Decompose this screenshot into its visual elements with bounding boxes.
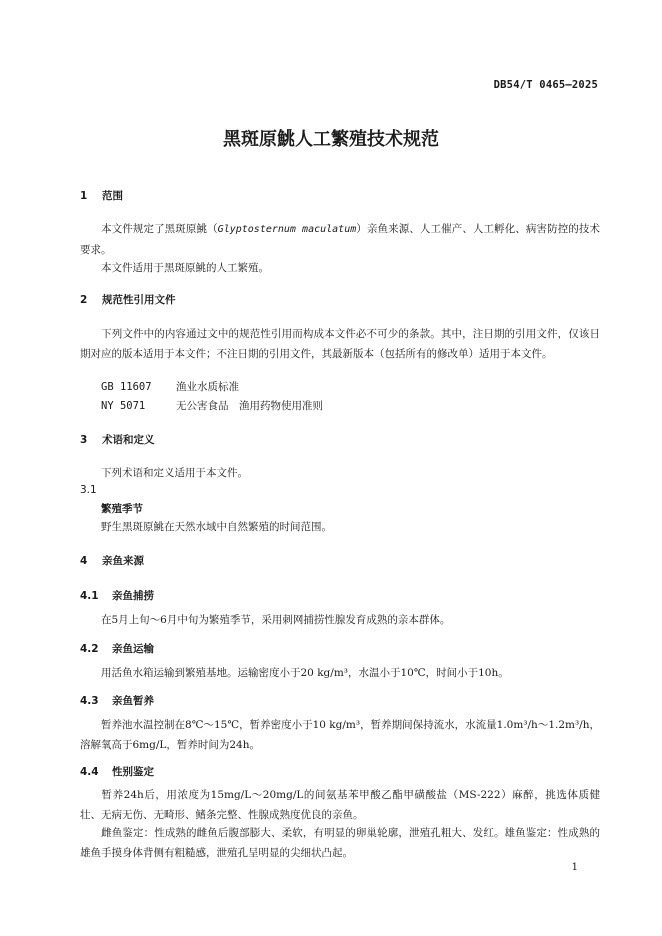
section-number: 4 [80, 555, 88, 567]
broodstock-transport-paragraph: 用活鱼水箱运输到繁殖基地。运输密度小于20 kg/m³，水温小于10℃，时间小于10h。 [101, 667, 509, 679]
term-number: 3.1 [80, 484, 97, 496]
reference-item [101, 398, 323, 413]
section-number: 3 [80, 434, 88, 446]
sex-criteria-paragraph: 雌鱼鉴定：性成熟的雌鱼后腹部膨大、柔软，有明显的卵巢轮廓，泄殖孔粗大、发红。雄鱼鉴定：性成熟的雄鱼手摸身体背侧有粗糙感，泄殖孔呈明显的尖细状凸起。 [80, 827, 600, 859]
page-number: 1 [571, 862, 578, 873]
broodstock-holding-paragraph: 暂养池水温控制在8℃～15℃，暂养密度小于10 kg/m³，暂养期间保持流水，水流量1.0m³/h～1.2m³/h，溶解氧高于6mg/L，暂养时间为24h。 [80, 719, 600, 751]
section-number: 2 [80, 294, 88, 306]
section-heading-2 [80, 292, 176, 307]
section-heading-1 [80, 188, 123, 203]
reference-name: 无公害食品 渔用药物使用准则 [176, 400, 323, 412]
standard-code: DB54/T 0465—2025 [493, 79, 598, 91]
sex-identification-paragraph: 暂养24h后，用浓度为15mg/L～20mg/L的间氨基苯甲酸乙酯甲磺酸盐（MS-222）麻醉，挑选体质健壮、无病无伤、无畸形、鳍条完整、性腺成熟度优良的亲鱼。 [80, 789, 600, 821]
subsection-number: 4.3 [80, 695, 99, 707]
scope-applicability-paragraph: 本文件适用于黑斑原鮡的人工繁殖。 [101, 262, 269, 274]
section-title: 术语和定义 [102, 434, 155, 446]
section-heading-4 [80, 553, 144, 568]
subsection-number: 4.4 [80, 766, 99, 778]
reference-code: NY 5071 [101, 400, 146, 412]
subsection-title: 亲鱼运输 [112, 643, 154, 655]
section-heading-3 [80, 432, 155, 447]
broodstock-capture-paragraph: 在5月上旬～6月中旬为繁殖季节，采用刺网捕捞性腺发育成熟的亲本群体。 [101, 614, 451, 626]
subsection-heading-4-4 [80, 764, 154, 779]
subsection-heading-4-3 [80, 693, 154, 708]
term-name: 繁殖季节 [101, 503, 143, 515]
subsection-heading-4-1 [80, 588, 154, 603]
subsection-title: 性别鉴定 [112, 766, 154, 778]
section-title: 规范性引用文件 [102, 294, 176, 306]
species-name: Glyptosternum maculatum [217, 224, 357, 235]
section-title: 亲鱼来源 [102, 555, 144, 567]
subsection-heading-4-2 [80, 641, 154, 656]
subsection-title: 亲鱼暂养 [112, 695, 154, 707]
term-definition: 野生黑斑原鮡在天然水域中自然繁殖的时间范围。 [101, 521, 332, 533]
reference-item [101, 379, 239, 394]
scope-paragraph: 本文件规定了黑斑原鮡（Glyptosternum maculatum）亲鱼来源、人工催产、人工孵化、病害防控的技术要求。 [80, 223, 600, 256]
terms-intro-paragraph: 下列术语和定义适用于本文件。 [101, 467, 248, 479]
subsection-number: 4.2 [80, 643, 99, 655]
reference-name: 渔业水质标准 [176, 381, 239, 393]
section-number: 1 [80, 190, 88, 202]
subsection-number: 4.1 [80, 590, 99, 602]
normative-references-paragraph: 下列文件中的内容通过文中的规范性引用而构成本文件必不可少的条款。其中，注日期的引用文件，仅该日期对应的版本适用于本文件；不注日期的引用文件，其最新版本（包括所有的修改单）适用于本文件。 [80, 328, 600, 360]
page-title: 黑斑原鮡人工繁殖技术规范 [223, 129, 439, 150]
reference-code: GB 11607 [101, 381, 152, 393]
section-title: 范围 [102, 190, 123, 202]
subsection-title: 亲鱼捕捞 [112, 590, 154, 602]
